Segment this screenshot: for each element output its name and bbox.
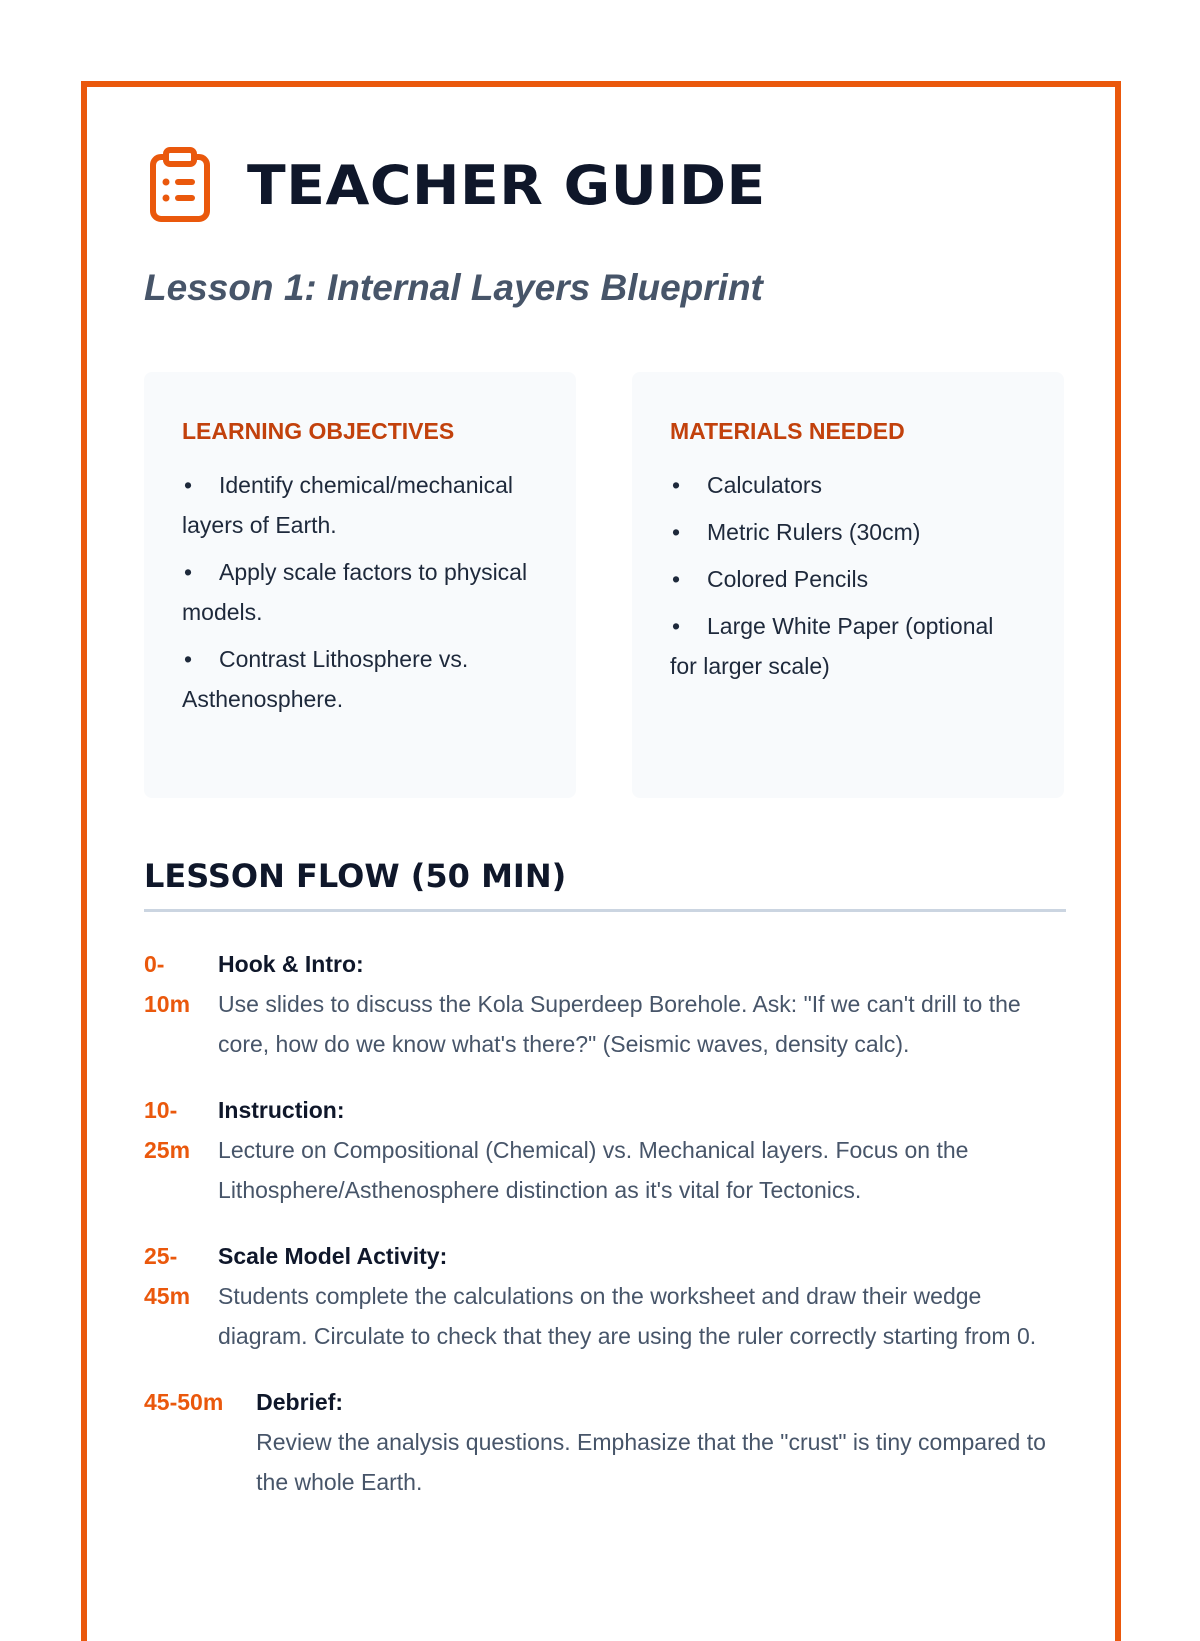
clipboard-list-icon <box>149 147 211 223</box>
materials-heading: MATERIALS NEEDED <box>670 418 905 444</box>
step-title: Hook & Intro: <box>218 951 364 977</box>
step-title: Instruction: <box>218 1097 345 1123</box>
list-item: • Contrast Lithosphere vs. Asthenosphere. <box>182 646 469 712</box>
step-title: Debrief: <box>256 1389 344 1415</box>
step-text: Students complete the calculations on the worksheet and draw their wedge diagram. Circulate to check that they are using the ruler correctly starting from 0. <box>218 1283 1037 1349</box>
step-time: 25-45m <box>144 1243 191 1309</box>
list-item: • Apply scale factors to physical models. <box>182 559 528 625</box>
list-item: • Identify chemical/mechanical layers of Earth. <box>182 472 514 538</box>
learning-objectives-card <box>144 372 576 798</box>
step-time: 0-10m <box>144 951 191 1017</box>
list-item: • Calculators <box>672 472 823 498</box>
step-title: Scale Model Activity: <box>218 1243 448 1269</box>
list-item: • Metric Rulers (30cm) <box>672 519 921 545</box>
step-text: Review the analysis questions. Emphasize that the "crust" is tiny compared to the whole Earth. <box>256 1429 1046 1495</box>
lesson-subtitle: Lesson 1: Internal Layers Blueprint <box>144 267 763 308</box>
divider <box>144 909 1066 912</box>
lesson-flow-heading: LESSON FLOW (50 MIN) <box>144 857 567 895</box>
list-item: • Colored Pencils <box>672 566 869 592</box>
materials-needed-card <box>632 372 1064 798</box>
flow-step <box>144 1236 1074 1356</box>
page-title: TEACHER GUIDE <box>247 153 766 217</box>
step-text: Use slides to discuss the Kola Superdeep Borehole. Ask: "If we can't drill to the core, how do we know what's there?" (Seismic waves, density calc). <box>218 991 1021 1057</box>
flow-step <box>144 1382 1074 1502</box>
step-text: Lecture on Compositional (Chemical) vs. Mechanical layers. Focus on the Lithosphere/Asthenosphere distinction as it's vital for Tectonics. <box>218 1137 969 1203</box>
flow-step <box>144 1090 1074 1210</box>
header <box>149 147 766 223</box>
flow-step <box>144 944 1074 1064</box>
guide-frame <box>81 81 1121 1641</box>
step-time: 45-50m <box>144 1389 224 1415</box>
objectives-heading: LEARNING OBJECTIVES <box>182 418 455 444</box>
list-item: • Large White Paper (optional for larger scale) <box>670 613 994 679</box>
lesson-flow <box>144 944 1074 1528</box>
step-time: 10-25m <box>144 1097 191 1163</box>
